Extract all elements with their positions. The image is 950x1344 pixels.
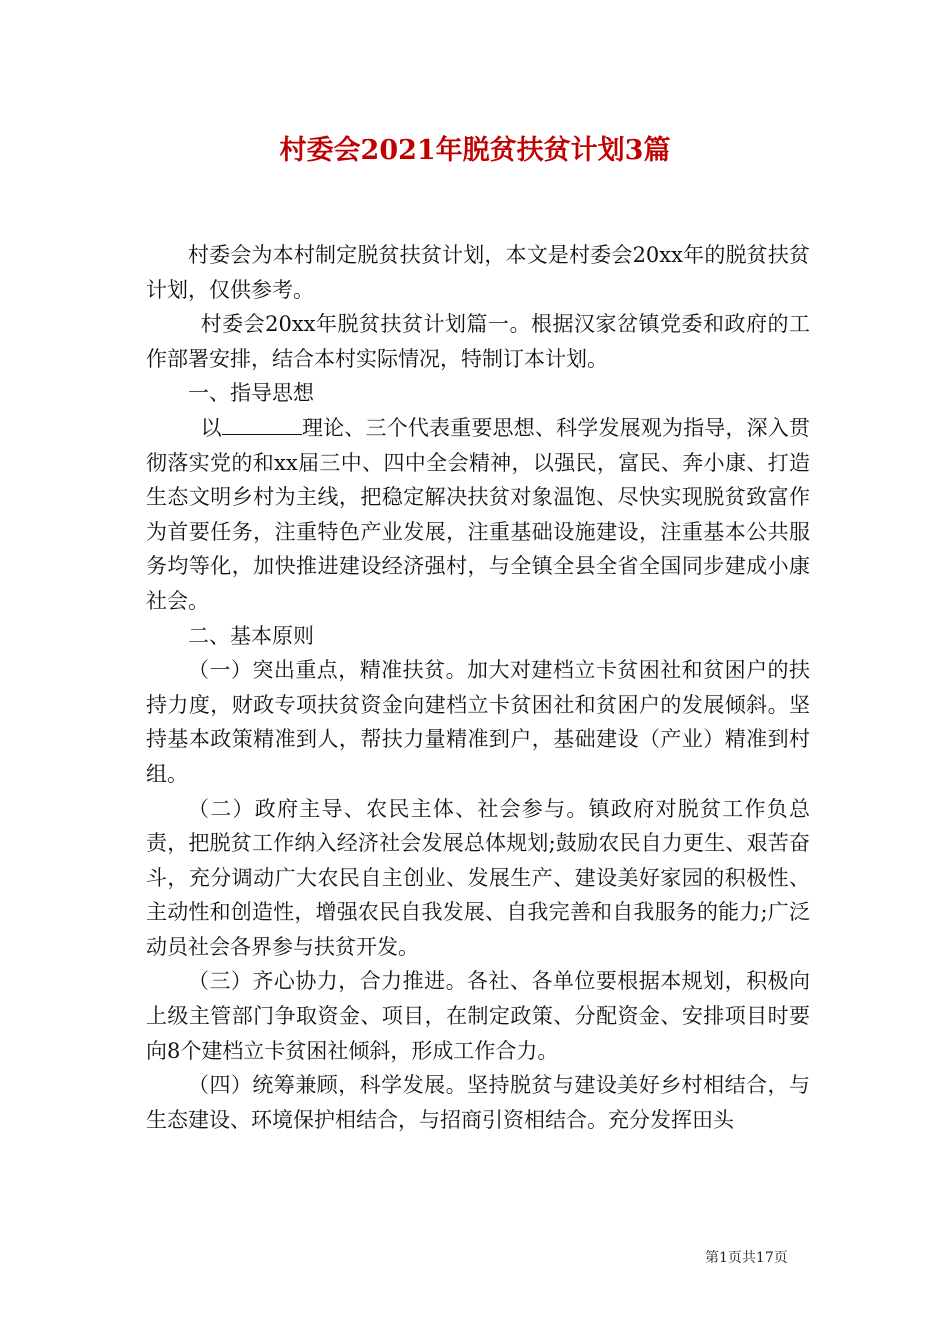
document-body (146, 238, 810, 1137)
paragraph-principle-four: （四）统筹兼顾，科学发展。坚持脱贫与建设美好乡村相结合，与生态建设、环境保护相结合，与招商引资相结合。充分发挥田头 (146, 1073, 810, 1132)
paragraph-intro: 村委会为本村制定脱贫扶贫计划，本文是村委会20xx年的脱贫扶贫计划，仅供参考。 (146, 243, 810, 302)
document-title: 村委会2021年脱贫扶贫计划3篇 (279, 135, 671, 166)
guiding-prefix: 以 (200, 415, 222, 440)
paragraph-guiding-ideology (146, 411, 810, 619)
paragraph-principle-three: （三）齐心协力，合力推进。各社、各单位要根据本规划，积极向上级主管部门争取资金、项目，在制定政策、分配资金、安排项目时要向8个建档立卡贫困社倾斜，形成工作合力。 (146, 969, 810, 1063)
paragraph-principle-one: （一）突出重点，精准扶贫。加大对建档立卡贫困社和贫困户的扶持力度，财政专项扶贫资金向建档立卡贫困社和贫困户的发展倾斜。坚持基本政策精准到人，帮扶力量精准到户，基础建设（产业）精准到村组。 (146, 658, 810, 786)
paragraph-principle-two: （二）政府主导、农民主体、社会参与。镇政府对脱贫工作负总责，把脱贫工作纳入经济社会发展总体规划;鼓励农民自力更生、艰苦奋斗，充分调动广大农民自主创业、发展生产、建设美好家园的积极性、主动性和创造性，增强农民自我发展、自我完善和自我服务的能力;广泛动员社会各界参与扶贫开发。 (146, 796, 810, 959)
section-heading-guiding-ideology: 一、指导思想 (188, 381, 314, 406)
guiding-text: 理论、三个代表重要思想、科学发展观为指导，深入贯彻落实党的和xx届三中、四中全会精神，以强民，富民、奔小康、打造生态文明乡村为主线，把稳定解决扶贫对象温饱、尽快实现脱贫致富作为首要任务，注重特色产业发展，注重基础设施建设，注重基本公共服务均等化，加快推进建设经济强村，与全镇全县全省全国同步建成小康社会。 (146, 415, 811, 613)
section-heading-basic-principles: 二、基本原则 (188, 623, 314, 648)
paragraph-plan-one: 村委会20xx年脱贫扶贫计划篇一。根据汉家岔镇党委和政府的工作部署安排，结合本村实际情况，特制订本计划。 (146, 312, 810, 371)
fill-in-blank (222, 413, 302, 435)
page-number: 第1页共17页 (705, 1250, 788, 1266)
